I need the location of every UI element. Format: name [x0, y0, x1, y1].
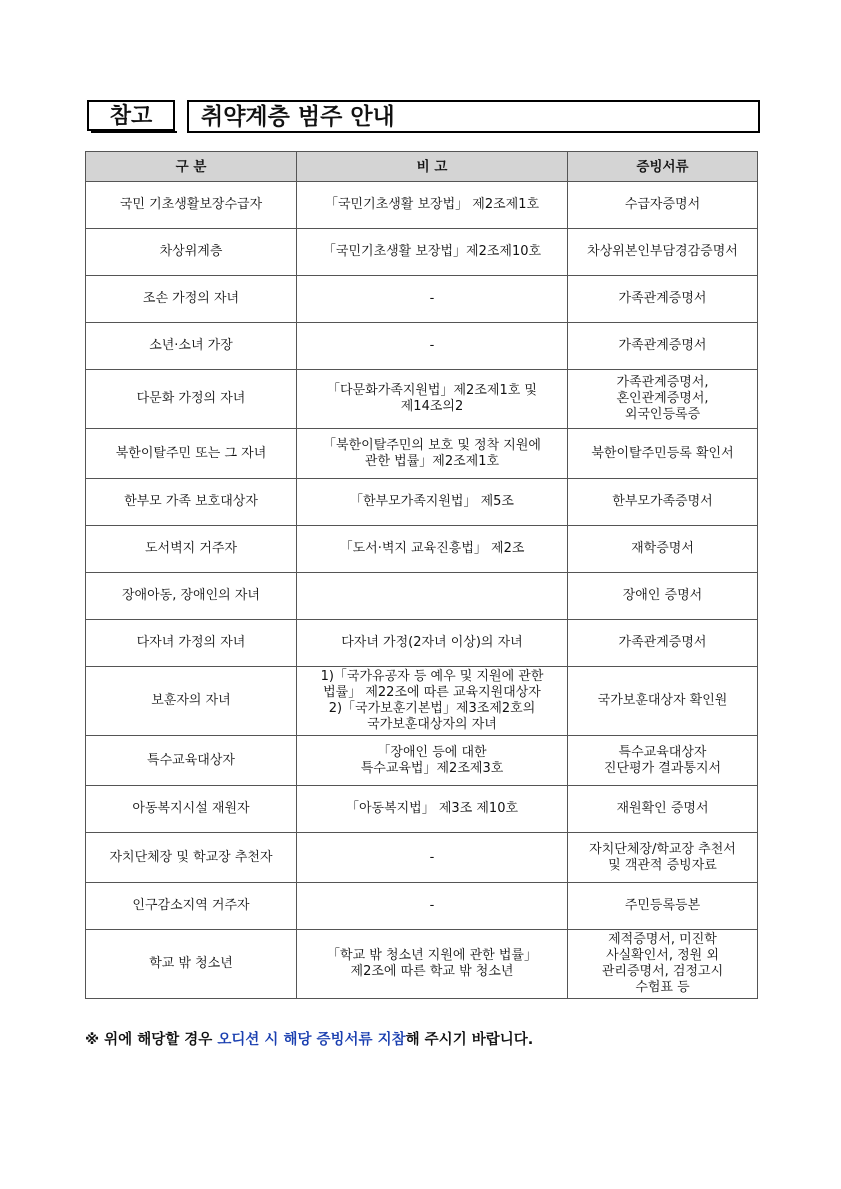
cell-text-line: 아동복지시설 재원자 [132, 801, 250, 816]
cell-text-line: 「다문화가족지원법」제2조제1호 및 [327, 383, 537, 398]
cell-text-line: 특수교육대상자 [618, 744, 707, 760]
cell-text-line: 수급자증명서 [624, 197, 701, 212]
cell-text-line: 「북한이탈주민의 보호 및 정착 지원에 [323, 437, 541, 453]
cell-note [297, 667, 568, 736]
cell-category [86, 323, 297, 370]
table-row [86, 182, 758, 229]
table-row [86, 786, 758, 833]
cell-text-line: 및 객관적 증빙자료 [608, 857, 717, 873]
cell-category [86, 229, 297, 276]
table-row [86, 479, 758, 526]
table-row [86, 930, 758, 999]
cell-note [297, 833, 568, 883]
cell-category [86, 833, 297, 883]
cell-document [568, 930, 758, 999]
cell-note [297, 573, 568, 620]
cell-text-line: 관리증명서, 검정고시 [601, 964, 724, 979]
cell-document [568, 429, 758, 479]
cell-text-line: 진단평가 결과통지서 [603, 760, 722, 776]
cell-document [568, 736, 758, 786]
table-row [86, 620, 758, 667]
cell-document [568, 479, 758, 526]
cell-text-line: 조손 가정의 자녀 [142, 291, 240, 306]
cell-category [86, 620, 297, 667]
table-row [86, 323, 758, 370]
cell-category [86, 883, 297, 930]
cell-category [86, 479, 297, 526]
cell-text-line: 자치단체장/학교장 추천서 [589, 841, 736, 857]
section-header [87, 100, 760, 135]
column-header-category: 구 분 [86, 152, 297, 182]
cell-text-line: 도서벽지 거주자 [144, 541, 238, 556]
cell-text-line: 다자녀 가정(2자녀 이상)의 자녀 [341, 635, 523, 650]
eligibility-table [85, 151, 758, 999]
cell-category [86, 526, 297, 573]
cell-text-line: 한부모가족증명서 [612, 494, 713, 509]
cell-document [568, 573, 758, 620]
footer-note [85, 1028, 533, 1049]
cell-text-line: 「국민기초생활 보장법」제2조제10호 [322, 244, 542, 259]
cell-text-line: 특수교육대상자 [147, 752, 235, 768]
cell-text-line: 자치단체장 및 학교장 추천자 [109, 849, 273, 865]
cell-note [297, 276, 568, 323]
cell-text-line: 가족관계증명서 [618, 338, 707, 353]
table-row [86, 370, 758, 429]
cell-text-line: 법률」 제22조에 따른 교육지원대상자 [323, 685, 541, 700]
cell-document [568, 370, 758, 429]
cell-note [297, 736, 568, 786]
cell-category [86, 930, 297, 999]
cell-document [568, 883, 758, 930]
cell-text-line: 보훈자의 자녀 [151, 693, 231, 708]
reference-tag: 참고 [87, 100, 175, 131]
cell-note [297, 786, 568, 833]
cell-document [568, 229, 758, 276]
cell-text-line: 관한 법률」제2조제1호 [364, 453, 500, 469]
cell-text-line: 제적증명서, 미진학 [608, 932, 717, 947]
cell-text-line: 차상위계층 [159, 244, 223, 259]
cell-text-line: 주민등록등본 [624, 898, 701, 913]
cell-text-line: 「학교 밖 청소년 지원에 관한 법률」 [327, 948, 537, 963]
cell-text-line: - [429, 849, 435, 865]
page-title: 취약계층 범주 안내 [187, 100, 760, 133]
cell-text-line: 「한부모가족지원법」 제5조 [350, 494, 514, 509]
cell-text-line: 재학증명서 [631, 541, 694, 556]
cell-note [297, 182, 568, 229]
cell-text-line: 한부모 가족 보호대상자 [124, 494, 258, 509]
cell-text-line: - [429, 338, 435, 353]
cell-document [568, 667, 758, 736]
cell-text-line: 학교 밖 청소년 [149, 956, 233, 971]
cell-text-line: 재원확인 증명서 [616, 801, 709, 816]
cell-note [297, 526, 568, 573]
cell-document [568, 182, 758, 229]
cell-text-line: - [429, 291, 435, 306]
table-row [86, 526, 758, 573]
cell-text-line: 사실확인서, 정원 외 [606, 948, 719, 963]
cell-text-line: 장애아동, 장애인의 자녀 [122, 588, 260, 603]
cell-text-line: 가족관계증명서 [618, 291, 707, 306]
cell-category [86, 573, 297, 620]
table-row [86, 883, 758, 930]
cell-document [568, 526, 758, 573]
cell-text-line: 수험표 등 [635, 980, 690, 995]
table-row [86, 229, 758, 276]
cell-category [86, 736, 297, 786]
cell-text-line: 외국인등록증 [624, 407, 701, 422]
table-row [86, 573, 758, 620]
column-header-note: 비 고 [297, 152, 568, 182]
cell-document [568, 786, 758, 833]
cell-text-line: 북한이탈주민등록 확인서 [591, 445, 734, 461]
cell-category [86, 786, 297, 833]
cell-category [86, 370, 297, 429]
cell-text-line: 「장애인 등에 대한 [377, 744, 487, 760]
cell-document [568, 620, 758, 667]
cell-category [86, 182, 297, 229]
cell-text-line: 혼인관계증명서, [616, 391, 709, 406]
cell-text-line: 제2조에 따른 학교 밖 청소년 [350, 964, 514, 979]
cell-text-line: 소년·소녀 가장 [149, 338, 233, 353]
cell-text-line: 「아동복지법」 제3조 제10호 [345, 801, 519, 816]
footer-note-prefix: ※ 위에 해당할 경우 [85, 1032, 218, 1048]
cell-note [297, 429, 568, 479]
cell-text-line: - [429, 898, 435, 913]
cell-text-line: 1)「국가유공자 등 예우 및 지원에 관한 [320, 669, 544, 684]
cell-category [86, 276, 297, 323]
column-header-document: 증빙서류 [568, 152, 758, 182]
cell-text-line: 북한이탈주민 또는 그 자녀 [115, 445, 267, 461]
cell-text-line: 국가보훈대상자의 자녀 [367, 717, 497, 732]
cell-text-line: 가족관계증명서 [618, 635, 707, 650]
cell-text-line: 제14조의2 [400, 399, 464, 414]
cell-text-line: 가족관계증명서, [616, 375, 709, 390]
cell-text-line: 국가보훈대상자 확인원 [597, 693, 728, 708]
footer-note-highlight: 오디션 시 해당 증빙서류 지참 [217, 1032, 406, 1048]
table-row [86, 667, 758, 736]
footer-note-suffix: 해 주시기 바랍니다. [405, 1032, 534, 1048]
cell-text-line: 「국민기초생활 보장법」 제2조제1호 [324, 197, 540, 212]
cell-text-line: 인구감소지역 거주자 [132, 898, 250, 913]
cell-document [568, 323, 758, 370]
cell-note [297, 323, 568, 370]
cell-text-line: 특수교육법」제2조제3호 [360, 760, 504, 776]
cell-note [297, 620, 568, 667]
cell-document [568, 833, 758, 883]
table-row [86, 736, 758, 786]
cell-category [86, 667, 297, 736]
cell-note [297, 479, 568, 526]
cell-category [86, 429, 297, 479]
table-row [86, 276, 758, 323]
cell-note [297, 229, 568, 276]
cell-text-line: 2)「국가보훈기본법」제3조제2호의 [328, 701, 536, 716]
cell-document [568, 276, 758, 323]
cell-note [297, 930, 568, 999]
cell-text-line: 「도서·벽지 교육진흥법」 제2조 [339, 541, 525, 556]
cell-text-line: 장애인 증명서 [622, 588, 703, 603]
table-header-row [86, 152, 758, 182]
cell-text-line: 다문화 가정의 자녀 [136, 391, 246, 406]
table-row [86, 833, 758, 883]
cell-note [297, 370, 568, 429]
table-row [86, 429, 758, 479]
cell-text-line: 다자녀 가정의 자녀 [136, 635, 246, 650]
cell-text-line: 차상위본인부담경감증명서 [587, 244, 738, 259]
cell-text-line: 국민 기초생활보장수급자 [119, 197, 263, 212]
cell-note [297, 883, 568, 930]
